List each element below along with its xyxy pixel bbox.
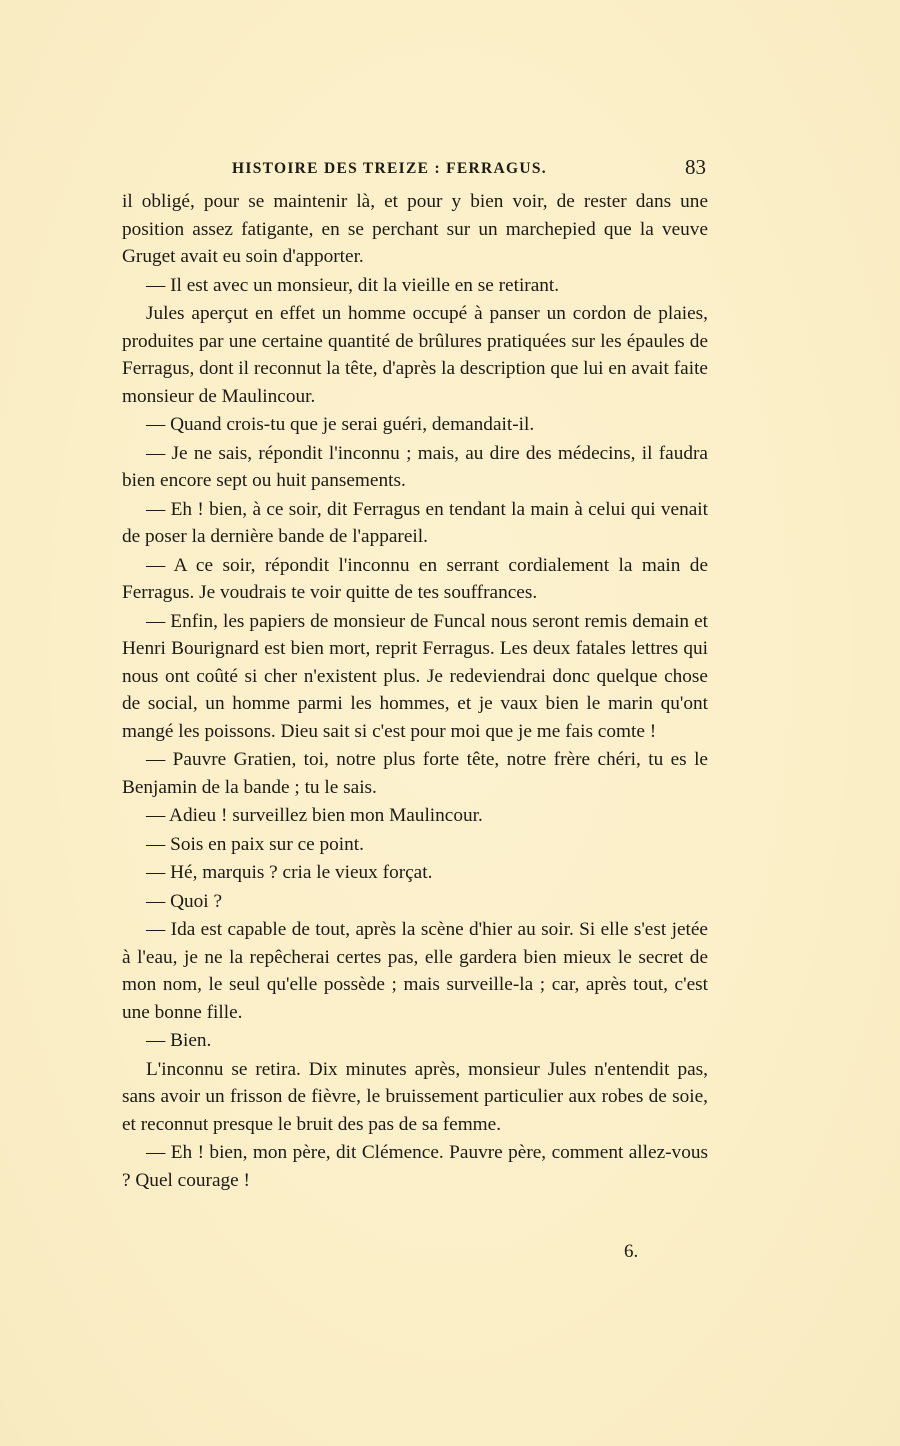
- paragraph: — Quoi ?: [146, 890, 223, 912]
- paragraph: — Il est avec un monsieur, dit la vieille en se retirant.: [146, 274, 560, 296]
- paragraph: — Je ne sais, répondit l'inconnu ; mais, au dire des médecins, il faudra bien encore sept ou huit pansements.: [122, 442, 708, 491]
- paragraph: — Eh ! bien, à ce soir, dit Ferragus en tendant la main à celui qui venait de poser la dernière bande de l'appareil.: [122, 498, 708, 547]
- paragraph: L'inconnu se retira. Dix minutes après, monsieur Jules n'entendit pas, sans avoir un frisson de fièvre, le bruissement particulier aux robes de soie, et reconnut presque le bruit des pas de sa femme.: [122, 1058, 708, 1135]
- paragraph: — Sois en paix sur ce point.: [146, 833, 364, 855]
- paragraph: — Eh ! bien, mon père, dit Clémence. Pauvre père, comment allez-vous ? Quel courage !: [122, 1142, 708, 1191]
- running-title: HISTOIRE DES TREIZE : FERRAGUS.: [232, 160, 547, 177]
- paragraph: — Quand crois-tu que je serai guéri, demandait-il.: [146, 414, 535, 435]
- paragraph: — Hé, marquis ? cria le vieux forçat.: [146, 862, 433, 883]
- paragraph: — Enfin, les papiers de monsieur de Funcal nous seront remis demain et Henri Bourignard est bien mort, reprit Ferragus. Les deux fatales lettres qui nous ont coûté si cher n'existent plus. Je redeviendrai donc quelque chose de social, un homme parmi les hommes, et je vaux bien le marin qu'ont mangé les poissons. Dieu sait si c'est pour moi que je me fais comte !: [122, 610, 708, 742]
- page-number: 83: [685, 155, 706, 179]
- paragraph: — A ce soir, répondit l'inconnu en serrant cordialement la main de Ferragus. Je voudrais te voir quitte de tes souffrances.: [122, 554, 708, 603]
- paragraph: — Ida est capable de tout, après la scène d'hier au soir. Si elle s'est jetée à l'eau, je ne la repêcherai certes pas, elle gardera bien mieux le secret de mon nom, le seul qu'elle possède ; mais surveille-la ; car, après tout, c'est une bonne fille.: [122, 919, 708, 1023]
- paragraph: il obligé, pour se maintenir là, et pour y bien voir, de rester dans une position assez fatigante, en se perchant sur un marchepied que la veuve Gruget avait eu soin d'apporter.: [122, 191, 708, 267]
- paragraph: — Pauvre Gratien, toi, notre plus forte tête, notre frère chéri, tu es le Benjamin de la bande ; tu le sais.: [122, 749, 708, 798]
- page-header: [122, 155, 708, 184]
- paragraph: — Bien.: [146, 1030, 212, 1051]
- paragraph: — Adieu ! surveillez bien mon Maulincour.: [146, 805, 483, 826]
- body-text: [122, 188, 708, 1194]
- paragraph: Jules aperçut en effet un homme occupé à panser un cordon de plaies, produites par une certaine quantité de brûlures pratiquées sur les épaules de Ferragus, dont il reconnut la tête, d'après la description que lui en avait faite monsieur de Maulincour.: [122, 303, 708, 407]
- signature-mark: 6.: [624, 1241, 639, 1262]
